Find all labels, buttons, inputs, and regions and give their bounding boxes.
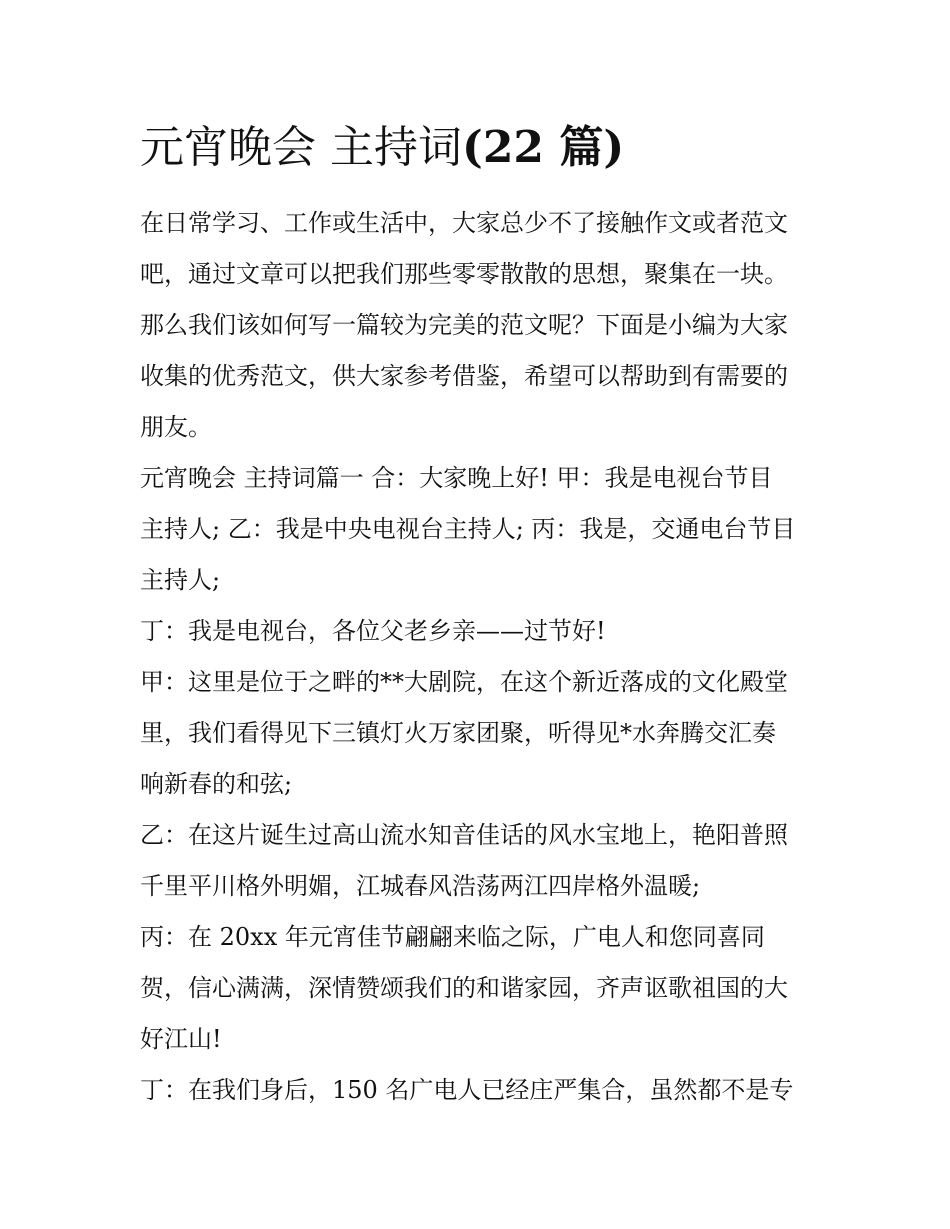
text-line: 元宵晚会 主持词篇一 合：大家晚上好! 甲：我是电视台节目 [140,464,773,492]
text-line: 收集的优秀范文，供大家参考借鉴，希望可以帮助到有需要的 [140,362,788,390]
text-line: 丙：在 20xx 年元宵佳节翩翩来临之际，广电人和您同喜同 [140,923,765,951]
text-line: 在日常学习、工作或生活中，大家总少不了接触作文或者范文 [140,209,788,237]
document-body [140,198,820,1116]
text-line: 丁：在我们身后，150 名广电人已经庄严集合，虽然都不是专 [140,1076,794,1104]
document-title [140,118,624,178]
text-line: 主持人; [140,566,221,594]
text-line: 响新春的和弦; [140,770,293,798]
text-line: 丁：我是电视台，各位父老乡亲——过节好! [140,617,606,645]
title-count: (22 篇) [462,122,625,173]
text-line: 里，我们看得见下三镇灯火万家团聚，听得见*水奔腾交汇奏 [140,719,776,747]
text-line: 主持人; 乙：我是中央电视台主持人; 丙：我是，交通电台节目 [140,515,796,543]
text-line: 乙：在这片诞生过高山流水知音佳话的风水宝地上，艳阳普照 [140,821,788,849]
text-line: 甲：这里是位于之畔的**大剧院，在这个新近落成的文化殿堂 [140,668,788,696]
title-main: 元宵晚会 主持词 [140,122,462,173]
text-line: 千里平川格外明媚，江城春风浩荡两江四岸格外温暖; [140,872,701,900]
text-line: 那么我们该如何写一篇较为完美的范文呢？下面是小编为大家 [140,311,788,339]
text-line: 朋友。 [140,413,212,441]
text-line: 贺，信心满满，深情赞颂我们的和谐家园，齐声讴歌祖国的大 [140,974,788,1002]
text-line: 好江山! [140,1025,222,1053]
text-line: 吧，通过文章可以把我们那些零零散散的思想，聚集在一块。 [140,260,788,288]
